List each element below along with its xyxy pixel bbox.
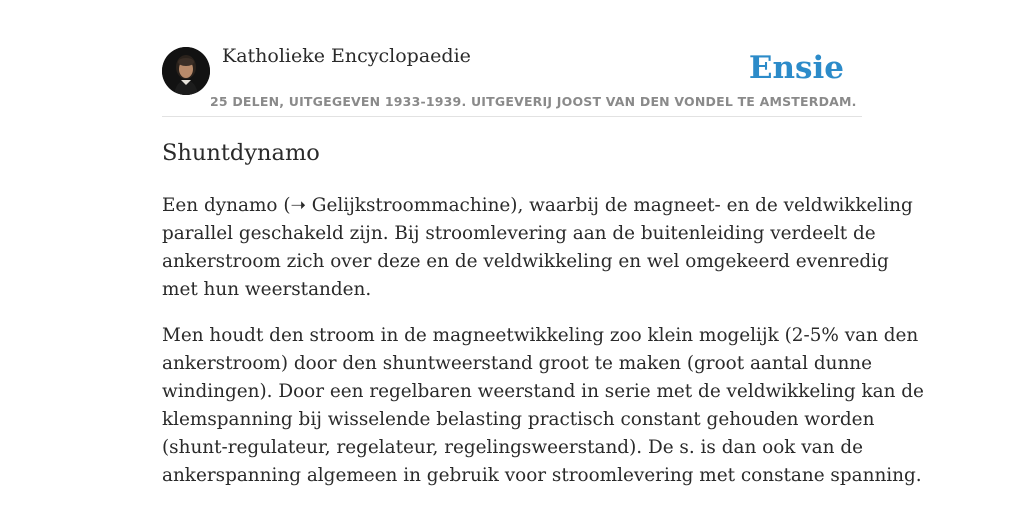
source-title[interactable]: Katholieke Encyclopaedie — [222, 45, 471, 67]
entry-title: Shuntdynamo — [162, 140, 320, 166]
portrait-avatar-icon[interactable] — [162, 47, 210, 95]
text-line: ankerspanning algemeen in gebruik voor stroomlevering met constane spanning. — [162, 465, 922, 486]
text-line: klemspanning bij wisselende belasting practisch constant gehouden worden — [162, 409, 875, 430]
paragraph — [162, 192, 913, 304]
entry-body — [162, 192, 924, 508]
text-line: parallel geschakeld zijn. Bij stroomlevering aan de buitenleiding verdeelt de — [162, 223, 876, 244]
source-header — [162, 40, 862, 117]
brand-logo[interactable]: Ensie — [748, 50, 844, 86]
source-meta: 25 DELEN, UITGEGEVEN 1933-1939. UITGEVERIJ JOOST VAN DEN VONDEL TE AMSTERDAM. — [210, 94, 857, 109]
text-line: Men houdt den stroom in de magneetwikkeling zoo klein mogelijk (2-5% van den — [162, 325, 919, 346]
text-line: windingen). Door een regelbaren weerstand in serie met de veldwikkeling kan de — [162, 381, 924, 402]
text-line: Een dynamo (➝ Gelijkstroommachine), waarbij de magneet- en de veldwikkeling — [162, 195, 913, 216]
text-line: (shunt-regulateur, regelateur, regelingsweerstand). De s. is dan ook van de — [162, 437, 863, 458]
paragraph — [162, 322, 924, 490]
text-line: met hun weerstanden. — [162, 279, 372, 300]
text-line: ankerstroom zich over deze en de veldwikkeling en wel omgekeerd evenredig — [162, 251, 889, 272]
text-line: ankerstroom) door den shuntweerstand groot te maken (groot aantal dunne — [162, 353, 873, 374]
